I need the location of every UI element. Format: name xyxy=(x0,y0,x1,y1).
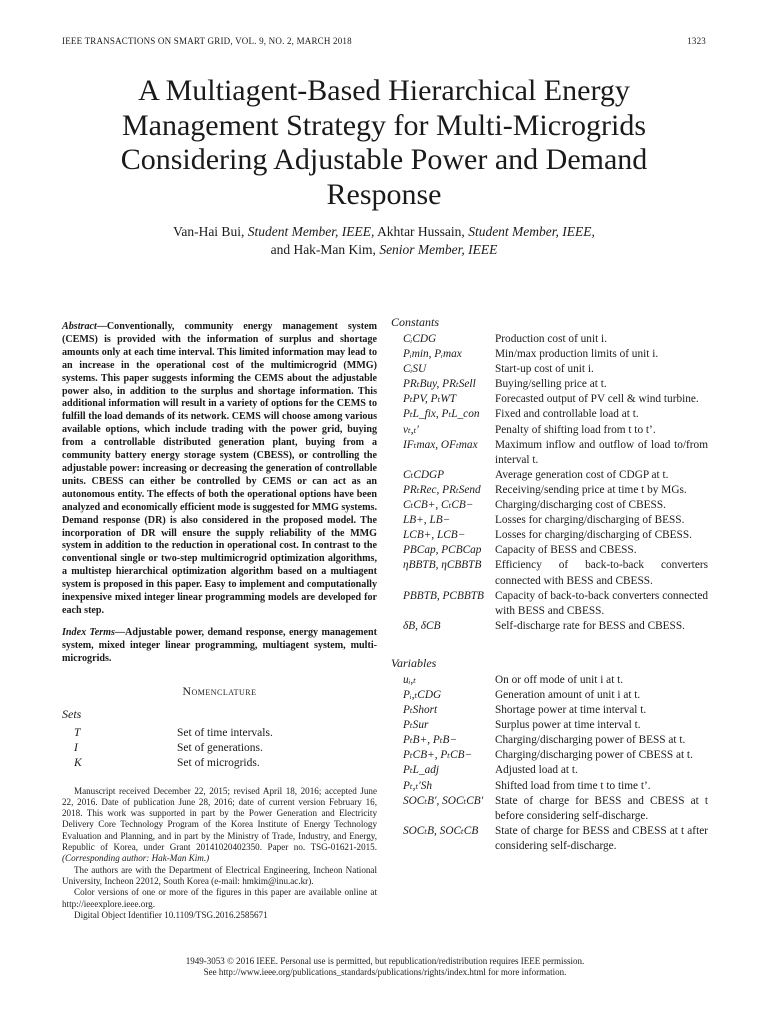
description: Losses for charging/discharging of CBESS. xyxy=(495,529,692,542)
page-number: 1323 xyxy=(687,36,706,46)
description: Shifted load from time t to time t’. xyxy=(495,779,651,792)
variables-heading: Variables xyxy=(391,655,437,670)
index-terms-lead: Index Terms xyxy=(62,626,115,638)
footnotes xyxy=(62,786,377,922)
symbol: LCB+, LCB− xyxy=(403,529,466,542)
journal-header: IEEE TRANSACTIONS ON SMART GRID, VOL. 9, NO. 2, MARCH 2018 xyxy=(62,36,352,46)
description: Shortage power at time interval t. xyxy=(495,704,647,717)
nomenclature-row xyxy=(391,619,708,634)
symbol: I xyxy=(74,741,78,754)
symbol: PₜL_fix, PₜL_con xyxy=(403,408,480,421)
color-note: Color versions of one or more of the figures in this paper are available online at http://ieeexplore.ieee.org. xyxy=(62,887,377,909)
manuscript-note xyxy=(62,786,377,865)
affiliation-note: The authors are with the Department of Electrical Engineering, Incheon National University, Incheon 22012, South Korea (e-mail: hmkim@inu.ac.kr). xyxy=(62,864,377,886)
description: Penalty of shifting load from t to t’. xyxy=(495,423,656,436)
nomenclature-row xyxy=(391,392,708,407)
description: Set of generations. xyxy=(177,741,263,754)
nomenclature-row xyxy=(391,423,708,438)
nomenclature-row xyxy=(391,733,708,748)
symbol: PRₜBuy, PRₜSell xyxy=(403,378,476,391)
symbol: K xyxy=(74,756,82,769)
symbol: PRₜRec, PRₜSend xyxy=(403,483,481,496)
symbol: T xyxy=(74,726,81,739)
nomenclature-row xyxy=(391,407,708,422)
nomenclature-row xyxy=(391,688,708,703)
author-name: Van-Hai Bui, xyxy=(173,224,245,239)
description: Charging/discharging cost of CBESS. xyxy=(495,499,666,512)
description: Production cost of unit i. xyxy=(495,333,608,345)
nomenclature-row xyxy=(391,483,708,498)
copyright-line: 1949-3053 © 2016 IEEE. Personal use is permitted, but republication/redistribution requires IEEE permission. xyxy=(185,956,585,966)
nomenclature-row xyxy=(391,763,708,778)
description: Charging/discharging power of CBESS at t. xyxy=(495,749,693,762)
index-terms-text: —Adjustable power, demand response, energy management system, mixed integer linear programming, multiagent system, multi-microgrids. xyxy=(62,626,377,664)
description: Set of time intervals. xyxy=(177,726,273,739)
symbol: PₜSur xyxy=(403,719,429,732)
nomenclature-row xyxy=(391,589,708,619)
corresponding-author: (Corresponding author: Hak-Man Kim.) xyxy=(62,853,210,864)
symbol: δB, δCB xyxy=(403,619,441,632)
nomenclature-row xyxy=(391,543,708,558)
right-column xyxy=(391,315,708,854)
author-name: Akhtar Hussain, xyxy=(377,224,465,239)
description: Fixed and controllable load at t. xyxy=(495,408,639,421)
nomenclature-row xyxy=(391,438,708,468)
author-membership: Student Member, IEEE, xyxy=(247,224,375,239)
description: Set of microgrids. xyxy=(177,756,260,769)
nomenclature-row xyxy=(391,362,708,377)
nomenclature-heading: Nomenclature xyxy=(182,683,257,698)
symbol: uᵢ,ₜ xyxy=(403,673,417,686)
description: Generation amount of unit i at t. xyxy=(495,688,641,701)
description: Surplus power at time interval t. xyxy=(495,719,641,732)
nomenclature-row xyxy=(391,332,708,347)
symbol: Pᵢ,ₜCDG xyxy=(403,688,442,701)
author-block xyxy=(60,223,708,259)
nomenclature-row xyxy=(391,513,708,528)
nomenclature-row xyxy=(391,528,708,543)
description: State of charge for BESS and CBESS at t before considering self-discharge. xyxy=(495,794,708,822)
nomenclature-row xyxy=(391,498,708,513)
description: Adjusted load at t. xyxy=(495,764,578,777)
description: Receiving/sending price at time t by MGs. xyxy=(495,483,687,496)
symbol: PBCap, PCBCap xyxy=(403,544,482,557)
nomenclature-row xyxy=(391,673,708,688)
symbol: vₜ,ₜ′ xyxy=(403,423,419,436)
description: On or off mode of unit i at t. xyxy=(495,673,624,686)
nomenclature-row xyxy=(391,558,708,588)
description: Start-up cost of unit i. xyxy=(495,363,594,376)
nomenclature-row xyxy=(391,703,708,718)
symbol: LB+, LB− xyxy=(403,514,451,527)
description: Maximum inflow and outflow of load to/from interval t. xyxy=(495,438,708,466)
author-name: and Hak-Man Kim, xyxy=(270,242,376,257)
paper-title: A Multiagent-Based Hierarchical Energy Management Strategy for Multi-Microgrids Considering Adjustable Power and Demand Response xyxy=(120,74,648,211)
left-column xyxy=(62,321,377,921)
nomenclature-row xyxy=(391,468,708,483)
description: Capacity of BESS and CBESS. xyxy=(495,544,637,557)
nomenclature-row xyxy=(391,718,708,733)
nomenclature-row xyxy=(62,741,377,756)
variables-list xyxy=(391,673,708,854)
symbol: CᵢSU xyxy=(403,363,427,376)
symbol: PₜPV, PₜWT xyxy=(403,393,457,406)
symbol: CₜCDGP xyxy=(403,468,445,481)
description: Buying/selling price at t. xyxy=(495,378,607,391)
symbol: SOCₜB, SOCₜCB xyxy=(403,824,479,837)
doi-note: Digital Object Identifier 10.1109/TSG.2016.2585671 xyxy=(74,909,268,920)
received-note: Manuscript received December 22, 2015; revised April 18, 2016; accepted June 22, 2016. Date of publication June 28, 2016; date of current version February 16, 2018. This work was supported in part by the Power Generation and Electricity Delivery Core Technology Program of the Korea Institute of Energy Technology Evaluation and Planning, and in part by the Ministry of Trade, Industry, and Energy, Republic of Korea, under Grant 20141020402350. Paper no. TSG-01621-2015. xyxy=(62,785,377,853)
rights-line: See http://www.ieee.org/publications_standards/publications/rights/index.html for more information. xyxy=(203,967,567,978)
symbol: Pₜ,ₜ′Sh xyxy=(403,779,433,792)
sets-list xyxy=(62,726,377,771)
constants-heading: Constants xyxy=(391,315,440,329)
nomenclature-row xyxy=(62,726,377,741)
description: State of charge for BESS and CBESS at t after considering self-discharge. xyxy=(495,824,708,852)
symbol: PₜCB+, PₜCB− xyxy=(403,749,473,762)
nomenclature-row xyxy=(62,756,377,771)
symbol: CₜCB+, CₜCB− xyxy=(403,499,474,512)
index-terms xyxy=(62,627,377,666)
abstract xyxy=(62,321,377,618)
nomenclature-row xyxy=(391,347,708,362)
nomenclature-row xyxy=(391,824,708,854)
nomenclature-row xyxy=(391,748,708,763)
nomenclature-row xyxy=(391,794,708,824)
description: Losses for charging/discharging of BESS. xyxy=(495,514,685,527)
symbol: IFₜmax, OFₜmax xyxy=(403,438,478,451)
symbol: PₜL_adj xyxy=(403,764,440,777)
symbol: PBBTB, PCBBTB xyxy=(403,589,484,602)
sets-heading: Sets xyxy=(62,706,82,721)
description: Average generation cost of CDGP at t. xyxy=(495,468,669,481)
description: Charging/discharging power of BESS at t. xyxy=(495,734,686,747)
author-membership: Senior Member, IEEE xyxy=(379,242,498,257)
description: Efficiency of back-to-back converters connected with BESS and CBESS. xyxy=(495,559,708,587)
abstract-lead: Abstract xyxy=(62,321,97,332)
author-membership: Student Member, IEEE, xyxy=(468,224,595,239)
symbol: PₜB+, PₜB− xyxy=(403,734,458,747)
symbol: Pᵢmin, Pᵢmax xyxy=(403,348,462,361)
nomenclature-row xyxy=(391,779,708,794)
nomenclature-row xyxy=(391,377,708,392)
symbol: ηBBTB, ηCBBTB xyxy=(403,559,482,572)
copyright-notice xyxy=(62,956,708,979)
constants-list xyxy=(391,332,708,634)
symbol: CᵢCDG xyxy=(403,333,437,345)
abstract-text: —Conventionally, community energy management system (CEMS) is provided with the information of surplus and shortage amounts only at each time interval. This limited information may lead to an increase in the operational cost of the multimicrogrid (MMG) systems. This paper suggests informing the CEMS about the adjustable power also, in addition to the surplus and shortage information. This additional information will result in a variety of options for the CEMS to fulfill the load demands of its network. CEMS will choose among various available options, which include trading with the power grid, buying from a controllable distributed generation plant, buying from a community battery energy storage system (CBESS), or controlling the adjustable power: increasing or decreasing the generation of controllable units. CBESS can either be controlled by CEMS or can act as an autonomous entity. The effects of both the operational options have been analyzed and economically efficient mode is suggested for MMG systems. Demand response (DR) is also considered in the proposed model. The incorporation of DR will ensure the supply reliability of the MMG system in addition to the reduction in operational cost. In contrast to the conventional single or two-step multimicrogrid optimization algorithms, a multistep hierarchical optimization algorithm based on a multiagent system is proposed in this paper. Easy to implement and computationally inexpensive mixed integer linear programming models are developed for each step. xyxy=(62,321,377,616)
description: Capacity of back-to-back converters connected with BESS and CBESS. xyxy=(495,589,708,617)
symbol: PₜShort xyxy=(403,704,438,717)
description: Forecasted output of PV cell & wind turbine. xyxy=(495,393,699,406)
symbol: SOCₜB′, SOCₜCB′ xyxy=(403,794,484,807)
description: Self-discharge rate for BESS and CBESS. xyxy=(495,619,685,632)
description: Min/max production limits of unit i. xyxy=(495,348,659,361)
